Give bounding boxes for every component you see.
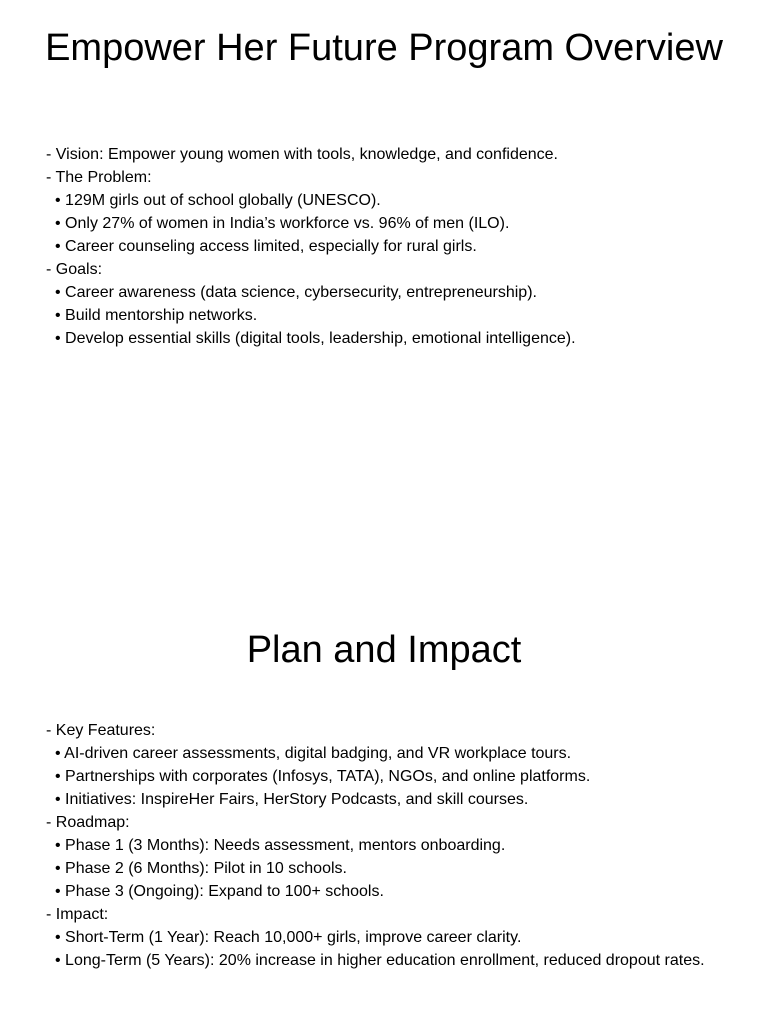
feature-bullet: • AI-driven career assessments, digital badging, and VR workplace tours. [55, 745, 572, 762]
impact-bullet: • Short-Term (1 Year): Reach 10,000+ girls, improve career clarity. [55, 929, 522, 946]
roadmap-bullet: • Phase 3 (Ongoing): Expand to 100+ schools. [55, 883, 384, 900]
impact-bullet: • Long-Term (5 Years): 20% increase in higher education enrollment, reduced dropout rates. [55, 952, 705, 969]
features-heading: - Key Features: [46, 722, 156, 739]
slide-title: Plan and Impact [246, 629, 522, 671]
roadmap-bullet: • Phase 1 (3 Months): Needs assessment, mentors onboarding. [55, 837, 506, 854]
problem-bullet: • Career counseling access limited, especially for rural girls. [55, 238, 477, 255]
feature-bullet: • Partnerships with corporates (Infosys, TATA), NGOs, and online platforms. [55, 768, 591, 785]
problem-heading: - The Problem: [46, 169, 152, 186]
goal-bullet: • Career awareness (data science, cybersecurity, entrepreneurship). [55, 284, 537, 301]
roadmap-bullet: • Phase 2 (6 Months): Pilot in 10 schools. [55, 860, 347, 877]
problem-bullet: • 129M girls out of school globally (UNESCO). [55, 192, 381, 209]
slide-body [46, 719, 728, 972]
vision-line: - Vision: Empower young women with tools, knowledge, and confidence. [46, 146, 558, 163]
goal-bullet: • Develop essential skills (digital tools, leadership, emotional intelligence). [55, 330, 576, 347]
feature-bullet: • Initiatives: InspireHer Fairs, HerStory Podcasts, and skill courses. [55, 791, 529, 808]
slide-plan-and-impact [0, 512, 768, 1024]
slide-title: Empower Her Future Program Overview [45, 27, 723, 69]
roadmap-heading: - Roadmap: [46, 814, 130, 831]
goals-heading: - Goals: [46, 261, 103, 278]
goal-bullet: • Build mentorship networks. [55, 307, 258, 324]
slide-body [46, 143, 728, 350]
impact-heading: - Impact: [46, 906, 109, 923]
problem-bullet: • Only 27% of women in India’s workforce vs. 96% of men (ILO). [55, 215, 510, 232]
